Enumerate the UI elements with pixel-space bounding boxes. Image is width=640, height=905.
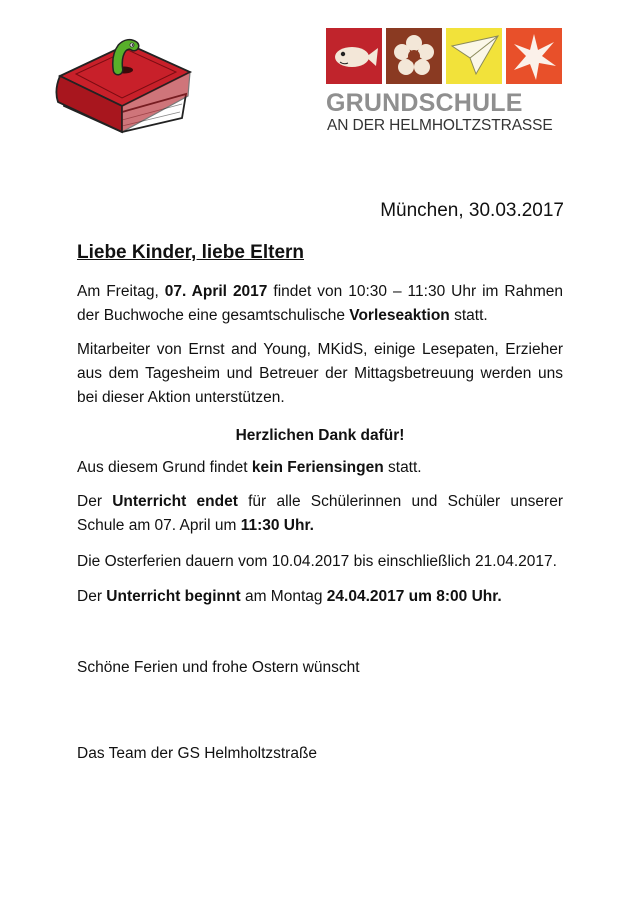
p1-event-name: Vorleseaktion	[349, 307, 450, 324]
paragraph-lessons-end	[77, 490, 563, 538]
p3-text-c: statt.	[383, 459, 422, 476]
thanks-line: Herzlichen Dank dafür!	[235, 427, 405, 444]
paragraph-lessons-start	[77, 585, 563, 609]
logo-tiles	[326, 28, 566, 84]
p4-text-c: für alle Schülerinnen und Schüler unserer Schule am 07. April um	[77, 493, 563, 534]
p3-text-a: Aus diesem Grund findet	[77, 459, 252, 476]
p6-text-c: am Montag	[240, 588, 327, 605]
p3-bold: kein Feriensingen	[251, 459, 384, 476]
p1-text-e: statt.	[449, 307, 488, 324]
p4-text-a: Der	[77, 493, 113, 510]
closing-line: Schöne Ferien und frohe Ostern wünscht	[77, 659, 360, 676]
paragraph-event	[77, 280, 563, 328]
school-logo	[326, 28, 566, 134]
logo-title: GRUNDSCHULE	[326, 89, 523, 117]
p4-time: 11:30 Uhr.	[240, 517, 314, 534]
p1-text-a: Am Freitag,	[77, 283, 165, 300]
p4-bold-a: Unterricht endet	[112, 493, 238, 510]
p6-date-time: 24.04.2017 um 8:00 Uhr.	[326, 588, 502, 605]
p6-bold-a: Unterricht beginnt	[106, 588, 241, 605]
paragraph-no-singing	[77, 456, 563, 480]
p1-text-c: findet von 10:30 – 11:30 Uhr im Rahmen der Buchwoche eine gesamtschulische	[77, 283, 563, 324]
book-worm-icon	[52, 36, 194, 134]
paragraph-holidays: Die Osterferien dauern vom 10.04.2017 bis einschließlich 21.04.2017.	[77, 553, 557, 570]
paper-plane-icon	[446, 28, 502, 84]
fish-icon	[326, 28, 382, 84]
star-icon	[506, 28, 562, 84]
p1-date: 07. April 2017	[164, 283, 268, 300]
letter-date: München, 30.03.2017	[380, 200, 564, 221]
flower-icon	[386, 28, 442, 84]
paragraph-helpers: Mitarbeiter von Ernst and Young, MKidS, einige Lesepaten, Erzieher aus dem Tagesheim und Betreuer der Mittagsbetreuung werden uns bei dieser Aktion unterstützen.	[77, 341, 563, 406]
logo-subtitle: AN DER HELMHOLTZSTRASSE	[327, 117, 553, 134]
signature-line: Das Team der GS Helmholtzstraße	[77, 745, 318, 762]
letter-greeting: Liebe Kinder, liebe Eltern	[77, 242, 305, 263]
p6-text-a: Der	[77, 588, 107, 605]
